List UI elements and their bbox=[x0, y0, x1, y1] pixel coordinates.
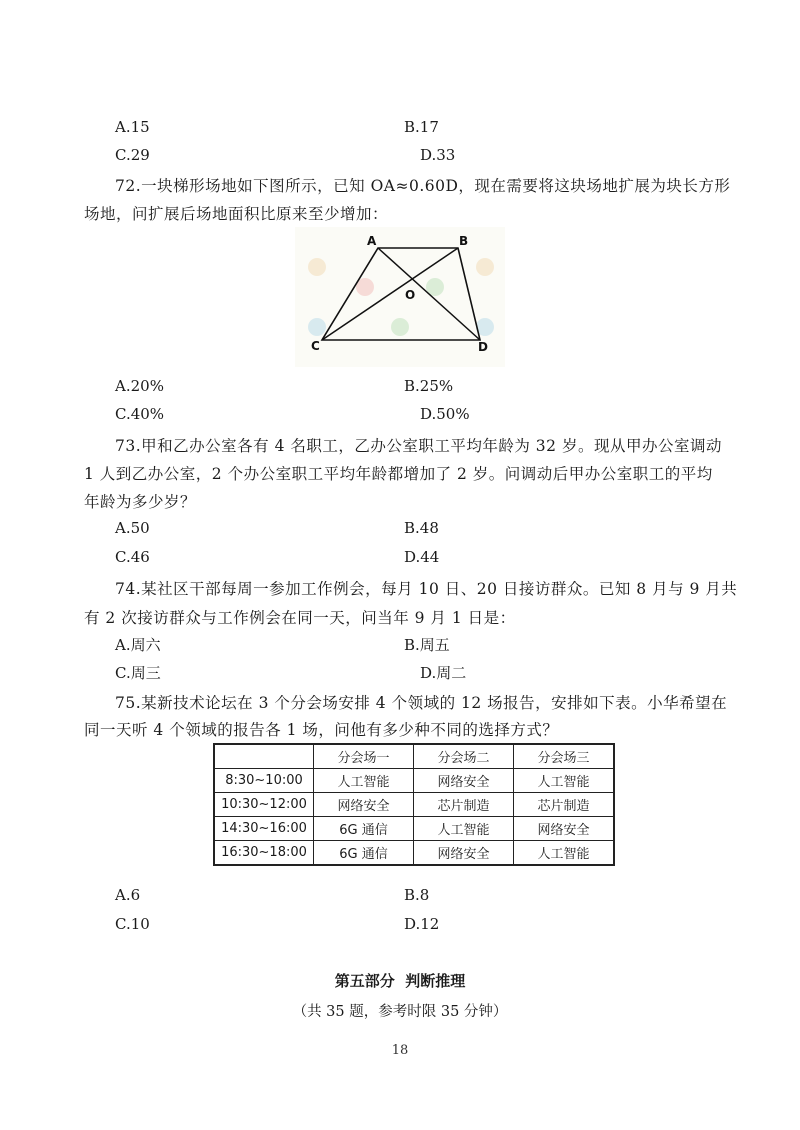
q71-option-b: B.17 bbox=[404, 118, 439, 136]
section-title: 第五部分 判断推理 bbox=[334, 972, 466, 990]
q72-text-line1: 72.一块梯形场地如下图所示，已知 OA≈0.60D，现在需要将这块场地扩展为块长方形 bbox=[115, 177, 731, 195]
table-row bbox=[214, 769, 614, 793]
q75-text-line2: 同一天听 4 个领域的报告各 1 场，问他有多少种不同的选择方式？ bbox=[84, 721, 559, 739]
table-cell: 16:30~18:00 bbox=[214, 841, 314, 866]
table-cell: 人工智能 bbox=[514, 841, 615, 866]
table-cell: 人工智能 bbox=[414, 817, 514, 841]
page-number: 18 bbox=[391, 1043, 409, 1058]
q74-option-d: D.周二 bbox=[420, 664, 467, 682]
table-row bbox=[214, 817, 614, 841]
q72-option-b: B.25% bbox=[404, 377, 454, 395]
table-cell: 网络安全 bbox=[514, 817, 615, 841]
q75-option-b: B.8 bbox=[404, 886, 430, 904]
table-header-cell bbox=[214, 744, 314, 769]
q73-text-line3: 年龄为多少岁？ bbox=[84, 493, 197, 511]
q75-option-a: A.6 bbox=[115, 886, 141, 904]
q73-option-d: D.44 bbox=[404, 548, 440, 566]
label-o: O bbox=[405, 288, 416, 302]
table-cell: 6G 通信 bbox=[314, 841, 414, 866]
table-header-cell: 分会场二 bbox=[414, 744, 514, 769]
q75-option-d: D.12 bbox=[404, 915, 440, 933]
q71-option-d: D.33 bbox=[420, 146, 456, 164]
q72-option-d: D.50% bbox=[420, 405, 470, 423]
q71-option-a: A.15 bbox=[115, 118, 150, 136]
table-header-cell: 分会场一 bbox=[314, 744, 414, 769]
label-d: D bbox=[478, 340, 488, 354]
table-cell: 14:30~16:00 bbox=[214, 817, 314, 841]
trapezoid-diagram bbox=[295, 227, 505, 367]
q71-option-c: C.29 bbox=[115, 146, 150, 164]
q72-option-a: A.20% bbox=[115, 377, 164, 395]
table-cell: 芯片制造 bbox=[414, 793, 514, 817]
table-header-row bbox=[214, 744, 614, 769]
label-a: A bbox=[367, 234, 377, 248]
q74-option-a: A.周六 bbox=[115, 636, 161, 654]
table-row bbox=[214, 793, 614, 817]
table-cell: 8:30~10:00 bbox=[214, 769, 314, 793]
q75-option-c: C.10 bbox=[115, 915, 150, 933]
q74-option-c: C.周三 bbox=[115, 664, 161, 682]
q74-text-line2: 有 2 次接访群众与工作例会在同一天，问当年 9 月 1 日是： bbox=[84, 609, 516, 627]
table-cell: 6G 通信 bbox=[314, 817, 414, 841]
q74-text-line1: 74.某社区干部每周一参加工作例会，每月 10 日、20 日接访群众。已知 8 月与 9 月共 bbox=[115, 580, 738, 598]
q75-text-line1: 75.某新技术论坛在 3 个分会场安排 4 个领域的 12 场报告，安排如下表。小华希望在 bbox=[115, 694, 728, 712]
table-header-cell: 分会场三 bbox=[514, 744, 615, 769]
table-cell: 网络安全 bbox=[414, 841, 514, 866]
q73-option-a: A.50 bbox=[115, 519, 150, 537]
trapezoid-figure bbox=[295, 227, 505, 367]
section-note: （共 35 题，参考时限 35 分钟） bbox=[292, 1004, 508, 1020]
q73-text-line1: 73.甲和乙办公室各有 4 名职工，乙办公室职工平均年龄为 32 岁。现从甲办公室调动 bbox=[115, 437, 722, 455]
table-cell: 人工智能 bbox=[314, 769, 414, 793]
schedule-table bbox=[213, 743, 615, 866]
table-cell: 网络安全 bbox=[314, 793, 414, 817]
table-row bbox=[214, 841, 614, 866]
table-cell: 人工智能 bbox=[514, 769, 615, 793]
q73-text-line2: 1 人到乙办公室，2 个办公室职工平均年龄都增加了 2 岁。问调动后甲办公室职工的平均 bbox=[84, 465, 713, 483]
table-cell: 芯片制造 bbox=[514, 793, 615, 817]
table-cell: 10:30~12:00 bbox=[214, 793, 314, 817]
table-cell: 网络安全 bbox=[414, 769, 514, 793]
q72-option-c: C.40% bbox=[115, 405, 165, 423]
label-c: C bbox=[311, 339, 320, 353]
q72-text-line2: 场地，问扩展后场地面积比原来至少增加： bbox=[84, 205, 389, 223]
q74-option-b: B.周五 bbox=[404, 636, 450, 654]
q73-option-c: C.46 bbox=[115, 548, 150, 566]
q73-option-b: B.48 bbox=[404, 519, 439, 537]
label-b: B bbox=[459, 234, 469, 248]
